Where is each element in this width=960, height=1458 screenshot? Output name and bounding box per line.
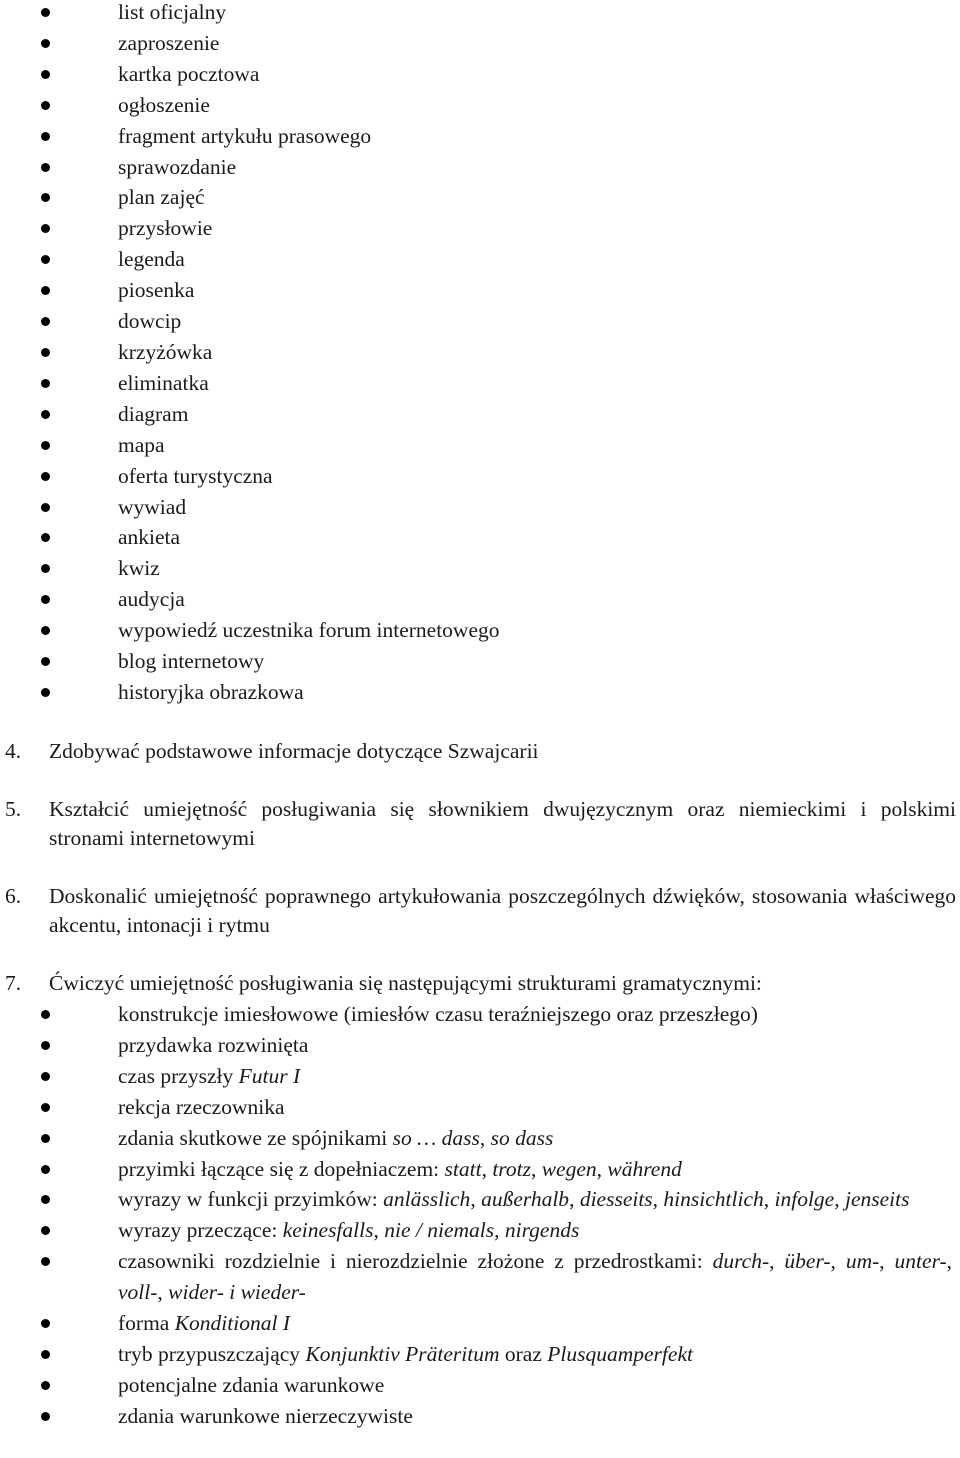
list-item (0, 1184, 960, 1215)
list-item: piosenka (0, 275, 960, 306)
separator: , (470, 1187, 482, 1212)
list-item: zaproszenie (0, 28, 960, 59)
numbered-point-6 (0, 882, 960, 940)
list-item (0, 1246, 960, 1308)
separator: , (494, 1218, 505, 1243)
list-item (0, 1123, 960, 1154)
separator: , (569, 1187, 580, 1212)
item-term: nirgends (504, 1218, 580, 1243)
item-term: trotz (492, 1156, 531, 1181)
item-term: um- (845, 1249, 880, 1274)
point-number: 5. (5, 797, 22, 821)
list-item: rekcja rzeczownika (0, 1092, 960, 1123)
point-text: Kształcić umiejętność posługiwania się słownikiem dwujęzycznym oraz niemieckimi i polskimi stronami internetowymi (49, 797, 956, 850)
separator: , (479, 1125, 491, 1150)
item-term: nie / niemals (384, 1218, 495, 1243)
list-item (0, 1154, 960, 1185)
list-item: diagram (0, 399, 960, 430)
item-term: wider- i wieder- (168, 1280, 306, 1305)
item-text: czas przyszły (118, 1063, 239, 1088)
separator: , (879, 1249, 895, 1274)
list-item: potencjalne zdania warunkowe (0, 1370, 960, 1401)
item-term: Konditional I (174, 1311, 290, 1336)
item-text: forma (118, 1311, 175, 1336)
list-item: krzyżówka (0, 337, 960, 368)
item-term: anlässlich (383, 1187, 471, 1212)
separator: , (596, 1156, 608, 1181)
separator: , (834, 1187, 845, 1212)
separator: , (652, 1187, 664, 1212)
list-item: dowcip (0, 306, 960, 337)
list-item: blog internetowy (0, 646, 960, 677)
separator: , (481, 1156, 493, 1181)
list-item (0, 1215, 960, 1246)
item-term: hinsichtlich (663, 1187, 764, 1212)
separator: , (530, 1156, 542, 1181)
point-number: 7. (5, 971, 22, 995)
list-item (0, 1061, 960, 1092)
item-term: außerhalb (481, 1187, 570, 1212)
item-text: zdania skutkowe ze spójnikami (118, 1125, 393, 1150)
item-text: oraz (499, 1341, 548, 1366)
grammar-structures-list (0, 999, 960, 1432)
item-term: Plusquamperfekt (547, 1341, 693, 1366)
list-item: list oficjalny (0, 0, 960, 28)
list-item: sprawozdanie (0, 152, 960, 183)
separator: , (373, 1218, 385, 1243)
point-text: Zdobywać podstawowe informacje dotyczące Szwajcarii (49, 739, 539, 763)
list-item: kartka pocztowa (0, 59, 960, 90)
list-item: plan zajęć (0, 182, 960, 213)
numbered-point-5 (0, 795, 960, 853)
item-term: über- (784, 1249, 831, 1274)
list-item: konstrukcje imiesłowowe (imiesłów czasu teraźniejszego oraz przeszłego) (0, 999, 960, 1030)
item-term: Konjunktiv Präteritum (305, 1341, 500, 1366)
item-term: infolge (774, 1187, 835, 1212)
item-text: przyimki łączące się z dopełniaczem: (118, 1156, 445, 1181)
list-item: zdania warunkowe nierzeczywiste (0, 1401, 960, 1432)
numbered-point-4 (0, 737, 960, 766)
separator: , (763, 1187, 775, 1212)
item-term: wegen (541, 1156, 597, 1181)
item-term: unter- (894, 1249, 947, 1274)
point-number: 6. (5, 884, 22, 908)
list-item: ankieta (0, 522, 960, 553)
point-text: Doskonalić umiejętność poprawnego artykułowania poszczególnych dźwięków, stosowania właściwego akcentu, intonacji i rytmu (49, 884, 956, 937)
item-term: statt (444, 1156, 482, 1181)
item-text: wyrazy w funkcji przyimków: (118, 1187, 384, 1212)
numbered-point-7 (0, 969, 960, 998)
item-term: so dass (490, 1125, 554, 1150)
list-item: przydawka rozwinięta (0, 1030, 960, 1061)
list-item: fragment artykułu prasowego (0, 121, 960, 152)
separator: , (769, 1249, 785, 1274)
list-item (0, 1308, 960, 1339)
item-term: jenseits (844, 1187, 910, 1212)
separator: , (157, 1280, 169, 1305)
text-types-list (0, 0, 960, 708)
item-text: wyrazy przeczące: (118, 1218, 283, 1243)
item-text: tryb przypuszczający (118, 1341, 306, 1366)
list-item: oferta turystyczna (0, 461, 960, 492)
list-item: legenda (0, 244, 960, 275)
item-text: czasowniki rozdzielnie i nierozdzielnie złożone z przedrostkami: (118, 1249, 713, 1274)
item-term: während (607, 1156, 682, 1181)
point-text: Ćwiczyć umiejętność posługiwania się następującymi strukturami gramatycznymi: (49, 971, 762, 995)
list-item: eliminatka (0, 368, 960, 399)
list-item: przysłowie (0, 213, 960, 244)
list-item: wywiad (0, 492, 960, 523)
item-term: keinesfalls (282, 1218, 374, 1243)
item-term: voll- (118, 1280, 158, 1305)
list-item: mapa (0, 430, 960, 461)
separator: , (830, 1249, 846, 1274)
list-item: kwiz (0, 553, 960, 584)
list-item (0, 1339, 960, 1370)
point-number: 4. (5, 739, 22, 763)
item-term: so … dass (392, 1125, 480, 1150)
list-item: ogłoszenie (0, 90, 960, 121)
item-term: Futur I (238, 1063, 301, 1088)
separator: , (946, 1249, 953, 1274)
list-item: historyjka obrazkowa (0, 677, 960, 708)
list-item: wypowiedź uczestnika forum internetowego (0, 615, 960, 646)
list-item: audycja (0, 584, 960, 615)
item-term: durch- (712, 1249, 770, 1274)
item-term: diesseits (579, 1187, 653, 1212)
